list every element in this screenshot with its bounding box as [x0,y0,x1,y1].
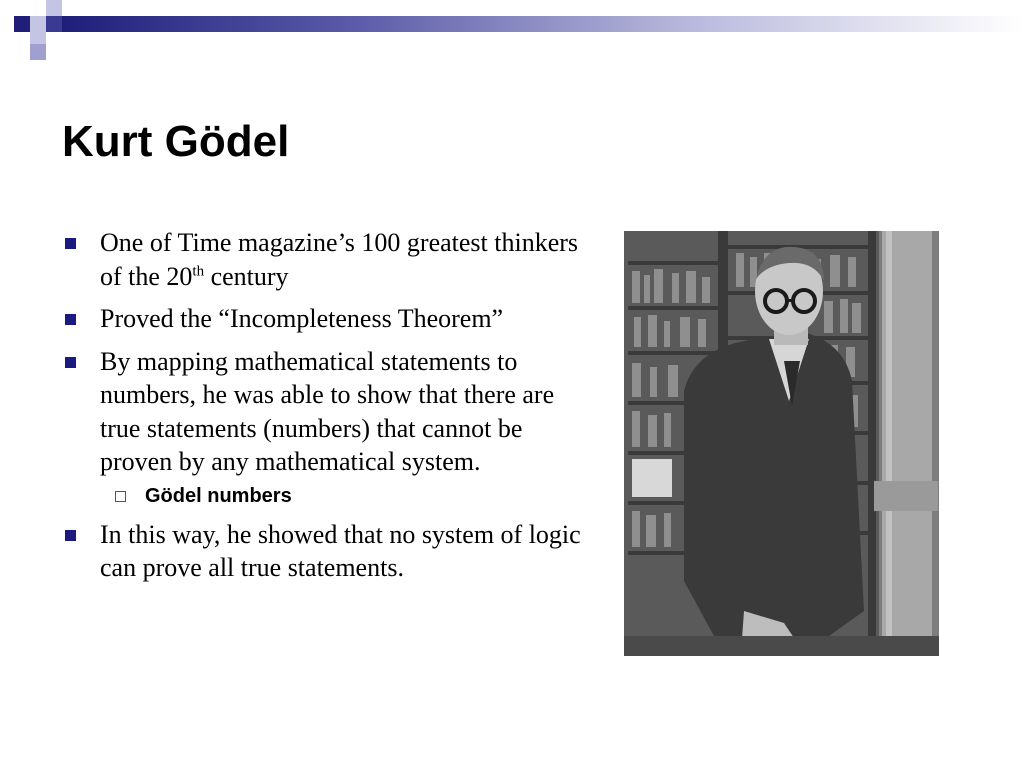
bullet-item [62,302,590,336]
bullet-text: One of Time magazine’s 100 greatest thinkers of the 20 [100,228,579,291]
bullet-text: Proved the “Incompleteness Theorem” [100,304,504,333]
deco-gradient-bar [62,16,1024,32]
bullet-superscript: th [192,262,205,279]
portrait-photo [624,231,939,656]
portrait-illustration [624,231,939,656]
deco-square [14,16,30,32]
bullet-item [62,518,590,585]
bullet-text: By mapping mathematical statements to numbers, he was able to show that there are true statements (numbers) that cannot be proven by any mathematical system. [100,346,555,476]
header-decoration [0,0,1024,64]
square-bullet-icon [65,357,76,368]
square-bullet-icon [65,238,76,249]
bullet-item [62,345,590,509]
sub-bullet-list [100,483,590,509]
bullet-list [62,226,590,594]
bullet-text: In this way, he showed that no system of logic can prove all true statements. [100,519,581,582]
sub-bullet-text: Gödel numbers [145,484,292,507]
square-bullet-icon [65,314,76,325]
square-bullet-icon [65,530,76,541]
deco-square [46,0,62,16]
deco-square [46,16,62,32]
bullet-item [62,226,590,293]
bullet-text: century [204,261,289,291]
hollow-square-bullet-icon [115,491,126,502]
sub-bullet-item [100,483,590,509]
slide-title: Kurt Gödel [62,117,290,166]
deco-square [30,16,46,32]
deco-square [30,44,46,60]
